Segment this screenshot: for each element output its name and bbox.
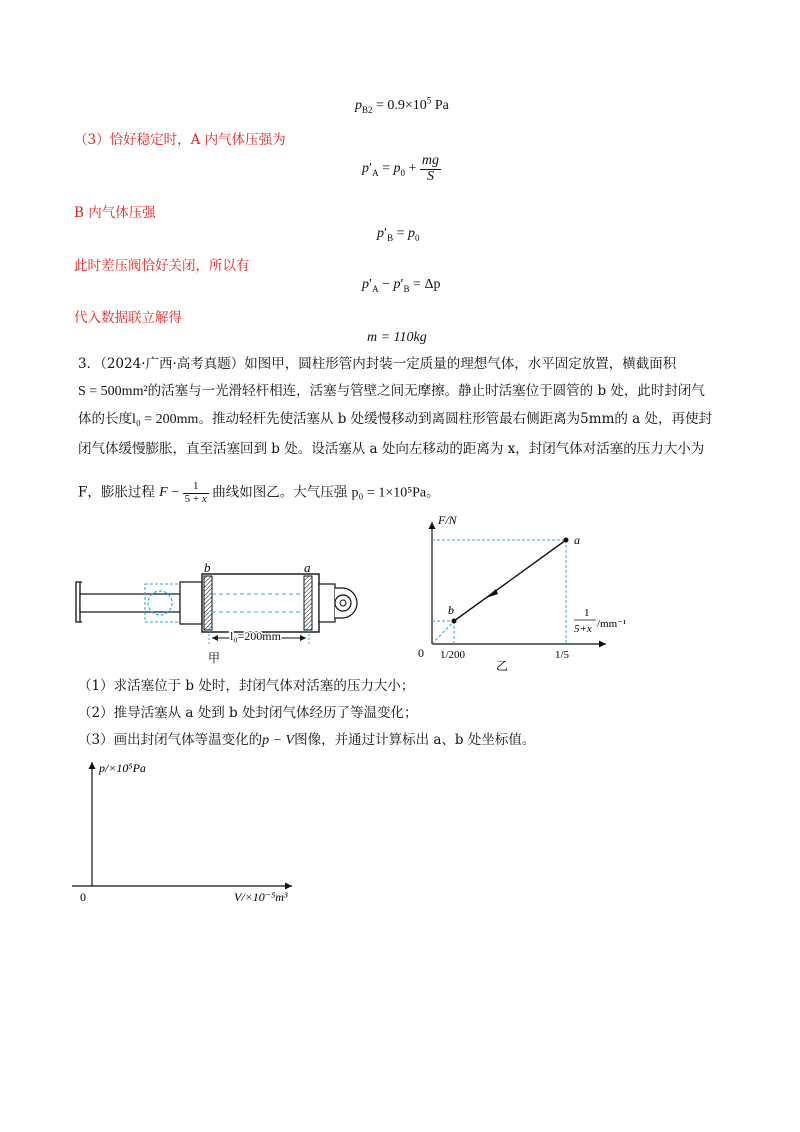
problem-line-5 — [78, 481, 440, 505]
question-3 — [78, 734, 535, 748]
rod-joint — [180, 582, 202, 624]
pv-origin: 0 — [80, 890, 86, 904]
yi-x-num: 1 — [584, 607, 590, 619]
pv-y-label: p/×10⁵Pa — [99, 761, 146, 775]
solve-label: 代入数据联立解得 — [74, 310, 182, 326]
figure-jia — [70, 560, 370, 670]
yi-caption: 乙 — [496, 659, 509, 673]
problem-line-2 — [78, 385, 705, 399]
eq-pa-left: $p'_A = p_0$ + — [362, 161, 417, 179]
figure-yi — [410, 512, 650, 674]
yi-y-label: F/N — [438, 513, 457, 527]
right-cap — [319, 584, 335, 622]
yi-line-ab — [454, 540, 566, 621]
question-1: （1）求活塞位于 b 处时，封闭气体对活塞的压力大小； — [78, 678, 415, 694]
close-label: 此时差压阀恰好关闭，所以有 — [74, 258, 250, 274]
eq-pa-num: mg — [421, 153, 439, 168]
step3-label: （3）恰好稳定时，A 内气体压强为 — [74, 132, 286, 148]
figure-pv — [66, 756, 326, 906]
eq-pb2-text: $p_{B2} = 0.9\times 10^5$ Pa — [355, 95, 449, 115]
problem-line-3-pre: 体的长度 — [78, 411, 132, 427]
b-pressure-label: B 内气体压强 — [74, 205, 156, 221]
eq-pb2 — [355, 95, 449, 114]
f-minus-frac: F − $\frac{1}{5 + x}$ — [159, 480, 207, 505]
p0-value: p₀ = 1×10⁵Pa — [351, 485, 427, 501]
eq-pb — [377, 226, 419, 243]
eq-diff-text: $p'_A - p'_B = \Delta p$ — [362, 277, 441, 294]
eq-pb-text: $p'_B = p_0$ — [377, 226, 420, 243]
pv-x-label: V/×10⁻⁵m³ — [234, 890, 288, 904]
piston-b — [204, 576, 212, 630]
yi-origin-extension — [432, 621, 454, 644]
yi-x-den: 5+x — [574, 623, 592, 635]
jia-label-a: a — [304, 560, 311, 575]
problem-line-1: 3．（2024·广西·高考真题）如图甲，圆柱形管内封装一定质量的理想气体，水平固定放置，横截面积 — [78, 356, 677, 372]
problem-line-5-pre: F，膨胀过程 — [78, 484, 155, 501]
question-3-math: p − V — [262, 733, 295, 748]
area-value: S = 500mm² — [78, 384, 148, 399]
problem-line-2-text: 的活塞与一光滑轻杆相连，活塞与管壁之间无摩擦。静止时活塞位于圆管的 b 处，此时封闭气 — [147, 383, 705, 399]
yi-point-b — [452, 619, 457, 624]
yi-x-unit: /mm⁻¹ — [597, 618, 627, 630]
yi-tick-a: 1/5 — [555, 649, 570, 661]
eq-pa-den: S — [426, 168, 434, 184]
problem-line-5-end: 。 — [426, 484, 440, 501]
problem-line-3-post: 。推动轻杆先使活塞从 b 处缓慢移动到离圆柱形管最右侧距离为5mm的 a 处，再使封 — [198, 411, 712, 427]
yi-label-a: a — [574, 533, 580, 547]
jia-label-b: b — [204, 560, 211, 575]
question-3-pre: （3）画出封闭气体等温变化的 — [78, 732, 263, 748]
yi-origin: 0 — [418, 646, 424, 660]
cylinder — [202, 574, 319, 632]
eq-m — [367, 330, 427, 346]
jia-dimension-label: l₀=200mm — [230, 629, 281, 643]
frac-den: 5 + x — [184, 492, 207, 505]
problem-line-3 — [78, 413, 712, 427]
eq-pa — [362, 154, 441, 184]
problem-line-5-mid: 曲线如图乙。大气压强 — [212, 484, 348, 501]
eq-pa-frac — [420, 154, 441, 184]
question-2: （2）推导活塞从 a 处到 b 处封闭气体经历了等温变化； — [78, 705, 418, 721]
length-value: l₀ = 200mm — [132, 412, 199, 427]
frac-num: 1 — [183, 481, 209, 494]
yi-point-a — [564, 538, 569, 543]
yi-direction-arrow — [486, 589, 498, 598]
jia-caption: 甲 — [208, 651, 221, 665]
yi-label-b: b — [448, 603, 454, 617]
problem-line-4: 闭气体缓慢膨胀，直至活塞回到 b 处。设活塞从 a 处向左移动的距离为 x，封闭气体对活塞的压力大小为 — [78, 441, 705, 457]
piston-a — [304, 576, 312, 630]
push-rod — [80, 594, 180, 612]
question-3-post: 图像，并通过计算标出 a、b 处坐标值。 — [294, 732, 536, 748]
eq-m-text: m = 110kg — [367, 330, 427, 345]
yi-tick-b: 1/200 — [440, 649, 466, 661]
eq-diff — [362, 277, 440, 294]
